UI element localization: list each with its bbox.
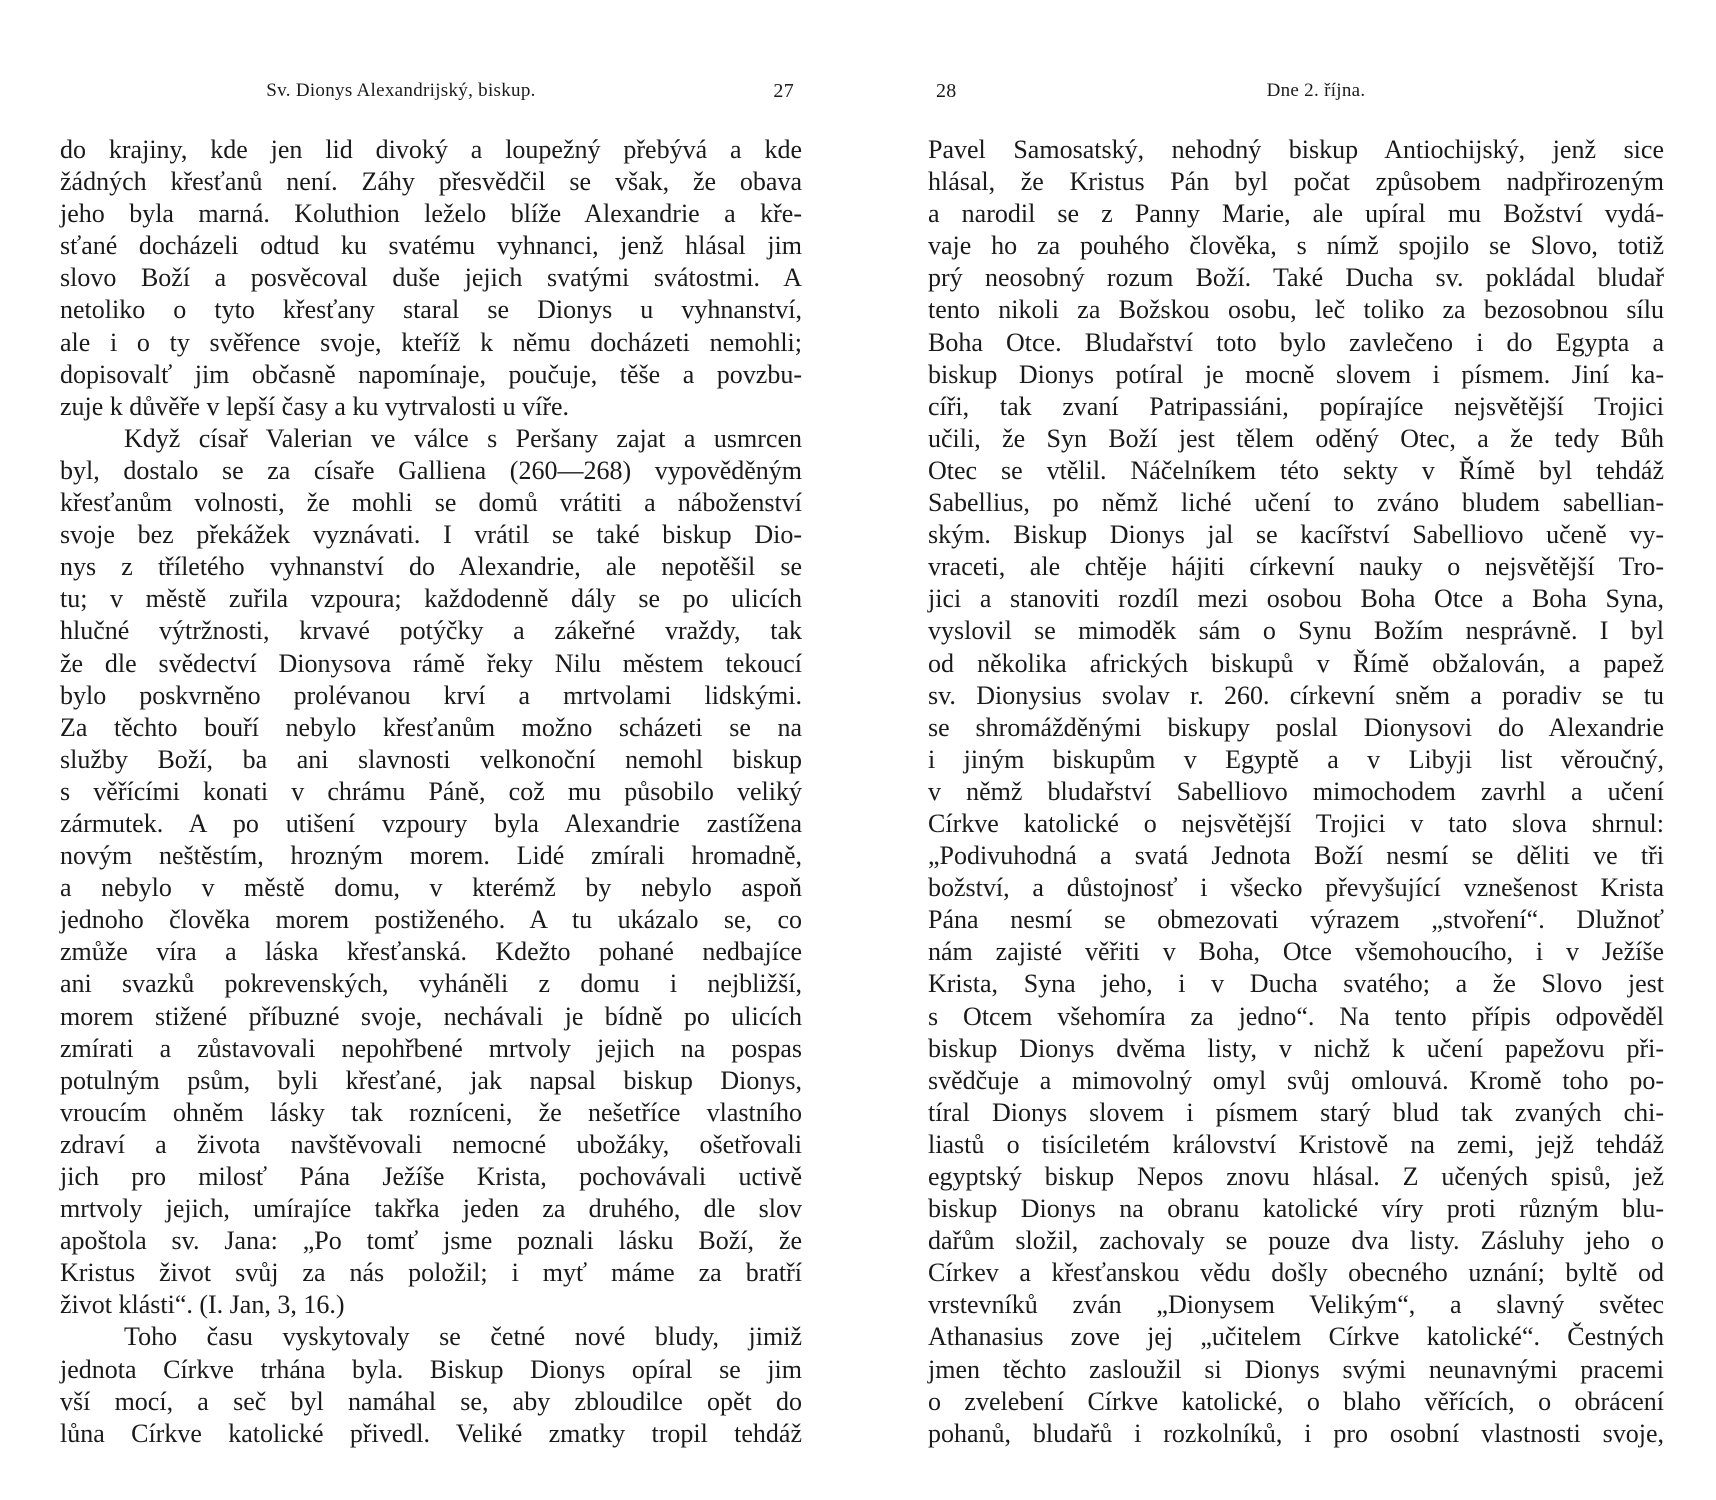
text-line: lůna Církve katolické přivedl. Veliké zmatky tropil tehdáž — [60, 1418, 802, 1448]
text-line: liastů o tisíciletém království Kristově na zemi, jejž tehdáž — [928, 1129, 1664, 1159]
text-line: Krista, Syna jeho, i v Ducha svatého; a že Slovo jest — [928, 969, 1664, 999]
text-line: jich pro milosť Pána Ježíše Krista, pochovávali uctivě — [60, 1162, 802, 1191]
text-line: dopisovalť jim občasně napomínaje, poučuje, těše a povzbu- — [60, 359, 802, 389]
text-line: Athanasius zove jej „učitelem Církve katolické“. Čestných — [928, 1322, 1664, 1352]
running-head — [928, 80, 1664, 110]
text-line: křesťanům volnosti, že mohli se domů vrátiti a náboženství — [60, 488, 802, 518]
text-line: cíři, tak zvaní Patripassiáni, popírajíce nejsvětější Trojici — [928, 391, 1664, 421]
text-line: s věřícími konati v chrámu Páně, což mu působilo veliký — [60, 776, 802, 806]
left-page — [60, 0, 802, 1500]
text-line: Kristus život svůj za nás položil; i myť máme za bratří — [60, 1258, 802, 1288]
text-line: zuje k důvěře v lepší časy a ku vytrvalosti u víře. — [60, 391, 570, 421]
text-line: Když císař Valerian ve válce s Peršany zajat a usmrcen — [124, 423, 802, 453]
text-line: tento nikoli za Božskou osobu, leč toliko za bezosobnou sílu — [928, 295, 1664, 325]
text-line: se shromážděnými biskupy poslal Dionysovi do Alexandrie — [928, 712, 1664, 742]
text-line: zmůže víra a láska křesťanská. Kdežto pohané nedbajíce — [60, 937, 802, 967]
text-line: Boha Otce. Bludařství toto bylo zavlečeno i do Egypta a — [928, 327, 1664, 357]
text-line: biskup Dionys potíral je mocně slovem i písmem. Jiní ka- — [928, 359, 1664, 389]
page-number: 28 — [936, 80, 957, 102]
text-line: učili, že Syn Boží jest tělem oděný Otec, a že tedy Bůh — [928, 423, 1664, 453]
running-head — [60, 80, 802, 110]
text-line: služby Boží, ba ani slavnosti velkonoční nemohl biskup — [60, 744, 802, 774]
text-line: Církev a křesťanskou vědu došly obecného uznání; byltě od — [928, 1258, 1664, 1288]
text-line: zármutek. A po utišení vzpoury byla Alexandrie zastížena — [60, 808, 802, 838]
text-line: bylo poskvrněno prolévanou krví a mrtvolami lidskými. — [60, 680, 802, 710]
page-number: 27 — [773, 80, 794, 102]
text-line: jeho byla marná. Koluthion leželo blíže Alexandrie a kře- — [60, 199, 802, 229]
text-line: nys z tříletého vyhnanství do Alexandrie, ale nepotěšil se — [60, 552, 802, 582]
running-head-title: Dne 2. října. — [1266, 80, 1366, 101]
text-line: Toho času vyskytovaly se četné nové bludy, jimiž — [124, 1322, 802, 1352]
text-line: do krajiny, kde jen lid divoký a loupežný přebývá a kde — [60, 135, 802, 164]
text-line: vroucím ohněm lásky tak rozníceni, že nešetříce vlastního — [60, 1097, 802, 1127]
text-line: od několika afrických biskupů v Římě obžalován, a papež — [928, 648, 1664, 678]
text-line: sv. Dionysius svolav r. 260. církevní sněm a poradiv se tu — [928, 680, 1664, 710]
text-line: i jiným biskupům v Egyptě a v Libyji list věroučný, — [928, 744, 1664, 774]
text-line: „Podivuhodná a svatá Jednota Boží nesmí se děliti ve tři — [928, 841, 1664, 871]
text-line: Pána nesmí se obmezovati výrazem „stvoření“. Dlužnoť — [928, 905, 1664, 935]
text-line: jednoho člověka morem postiženého. A tu ukázalo se, co — [60, 905, 802, 935]
text-line: Sabellius, po němž liché učení to zváno bludem sabellian- — [928, 488, 1664, 518]
text-line: tu; v městě zuřila vzpoura; každodenně dály se po ulicích — [60, 584, 802, 614]
right-page — [928, 0, 1664, 1500]
text-line: hlučné výtržnosti, krvavé potýčky a zákeřné vraždy, tak — [60, 616, 802, 646]
text-line: o zvelebení Církve katolické, o blaho věřících, o obrácení — [928, 1386, 1664, 1416]
text-line: tíral Dionys slovem i písmem starý blud tak zvaných chi- — [928, 1097, 1664, 1127]
text-line: vší mocí, a seč byl namáhal se, aby zbloudilce opět do — [60, 1386, 802, 1416]
text-line: apoštola sv. Jana: „Po tomť jsme poznali lásku Boží, že — [60, 1226, 802, 1256]
text-line: byl, dostalo se za císaře Galliena (260—268) vypověděným — [60, 455, 802, 485]
text-line: svědčuje a mimovolný omyl svůj omlouvá. Kromě toho po- — [928, 1065, 1664, 1095]
text-line: jmen těchto zasloužil si Dionys svými neunavnými pracemi — [928, 1354, 1664, 1384]
text-line: pohanů, bludařů i rozkolníků, i pro osobní vlastnosti svoje, — [928, 1418, 1664, 1448]
text-line: jednota Církve trhána byla. Biskup Dionys opíral se jim — [60, 1354, 802, 1384]
text-line: mrtvoly jejich, umírajíce takřka jeden za druhého, dle slov — [60, 1194, 802, 1224]
text-line: nám zajisté věřiti v Boha, Otce všemohoucího, i v Ježíše — [928, 937, 1664, 967]
text-line: vraceti, ale chtěje hájiti církevní nauky o nejsvětější Tro- — [928, 552, 1664, 582]
running-head-title: Sv. Dionys Alexandrijský, biskup. — [266, 80, 536, 101]
text-line: hlásal, že Kristus Pán byl počat způsobem nadpřirozeným — [928, 167, 1664, 197]
text-line: potulným psům, byli křesťané, jak napsal biskup Dionys, — [60, 1065, 802, 1095]
text-line: vyslovil se mimoděk sám o Synu Božím nesprávně. I byl — [928, 616, 1664, 646]
text-line: biskup Dionys dvěma listy, v nichž k učení papežovu při- — [928, 1033, 1664, 1063]
text-line: dařům složil, zachovaly se pouze dva listy. Zásluhy jeho o — [928, 1226, 1664, 1256]
text-line: egyptský biskup Nepos znovu hlásal. Z učených spisů, jež — [928, 1162, 1664, 1191]
text-line: morem stižené příbuzné svoje, nechávali je bídně po ulicích — [60, 1001, 802, 1031]
page-body-text — [60, 134, 802, 1450]
text-line: žádných křesťanů není. Záhy přesvědčil se však, že obava — [60, 167, 802, 197]
text-line: a nebylo v městě domu, v kterémž by nebylo aspoň — [60, 873, 802, 903]
text-line: sťané docházeli odtud ku svatému vyhnanci, jenž hlásal jim — [60, 231, 802, 261]
text-line: Za těchto bouří nebylo křesťanům možno scházeti se na — [60, 712, 802, 742]
text-line: a narodil se z Panny Marie, ale upíral mu Božství vydá- — [928, 199, 1664, 229]
text-line: v němž bludařství Sabelliovo mimochodem zavrhl a učení — [928, 776, 1664, 806]
text-line: Pavel Samosatský, nehodný biskup Antiochijský, jenž sice — [928, 135, 1664, 164]
text-line: ani svazků pokrevenských, vyháněli z domu i nejbližší, — [60, 969, 802, 999]
text-line: zmírati a zůstavovali nepohřbené mrtvoly jejich na pospas — [60, 1033, 802, 1063]
text-line: prý neosobný rozum Boží. Také Ducha sv. pokládal bludař — [928, 263, 1664, 293]
text-line: zdraví a života navštěvovali nemocné ubožáky, ošetřovali — [60, 1129, 802, 1159]
page-body-text — [928, 134, 1664, 1450]
text-line: slovo Boží a posvěcoval duše jejich svatými svátostmi. A — [60, 263, 802, 293]
text-line: s Otcem všehomíra za jedno“. Na tento přípis odpověděl — [928, 1001, 1664, 1031]
text-line: vrstevníků zván „Dionysem Velikým“, a slavný světec — [928, 1290, 1664, 1320]
text-line: vaje ho za pouhého člověka, s nímž spojilo se Slovo, totiž — [928, 231, 1664, 261]
text-line: život klásti“. (I. Jan, 3, 16.) — [60, 1290, 345, 1320]
text-line: netoliko o tyto křesťany staral se Dionys u vyhnanství, — [60, 295, 802, 325]
text-line: Otec se vtělil. Náčelníkem této sekty v Římě byl tehdáž — [928, 455, 1664, 485]
text-line: Církve katolické o nejsvětější Trojici v tato slova shrnul: — [928, 808, 1664, 838]
text-line: novým neštěstím, hrozným morem. Lidé zmírali hromadně, — [60, 841, 802, 871]
text-line: že dle svědectví Dionysova rámě řeky Nilu městem tekoucí — [60, 648, 802, 678]
text-line: božství, a důstojnosť i všecko převyšující vznešenost Krista — [928, 873, 1664, 903]
text-line: jici a stanoviti rozdíl mezi osobou Boha Otce a Boha Syna, — [928, 584, 1664, 614]
text-line: biskup Dionys na obranu katolické víry proti různým blu- — [928, 1194, 1664, 1224]
text-line: ale i o ty svěřence svoje, kteříž k němu docházeti nemohli; — [60, 327, 802, 357]
text-line: svoje bez překážek vyznávati. I vrátil se také biskup Dio- — [60, 520, 802, 550]
text-line: ským. Biskup Dionys jal se kacířství Sabelliovo učeně vy- — [928, 520, 1664, 550]
